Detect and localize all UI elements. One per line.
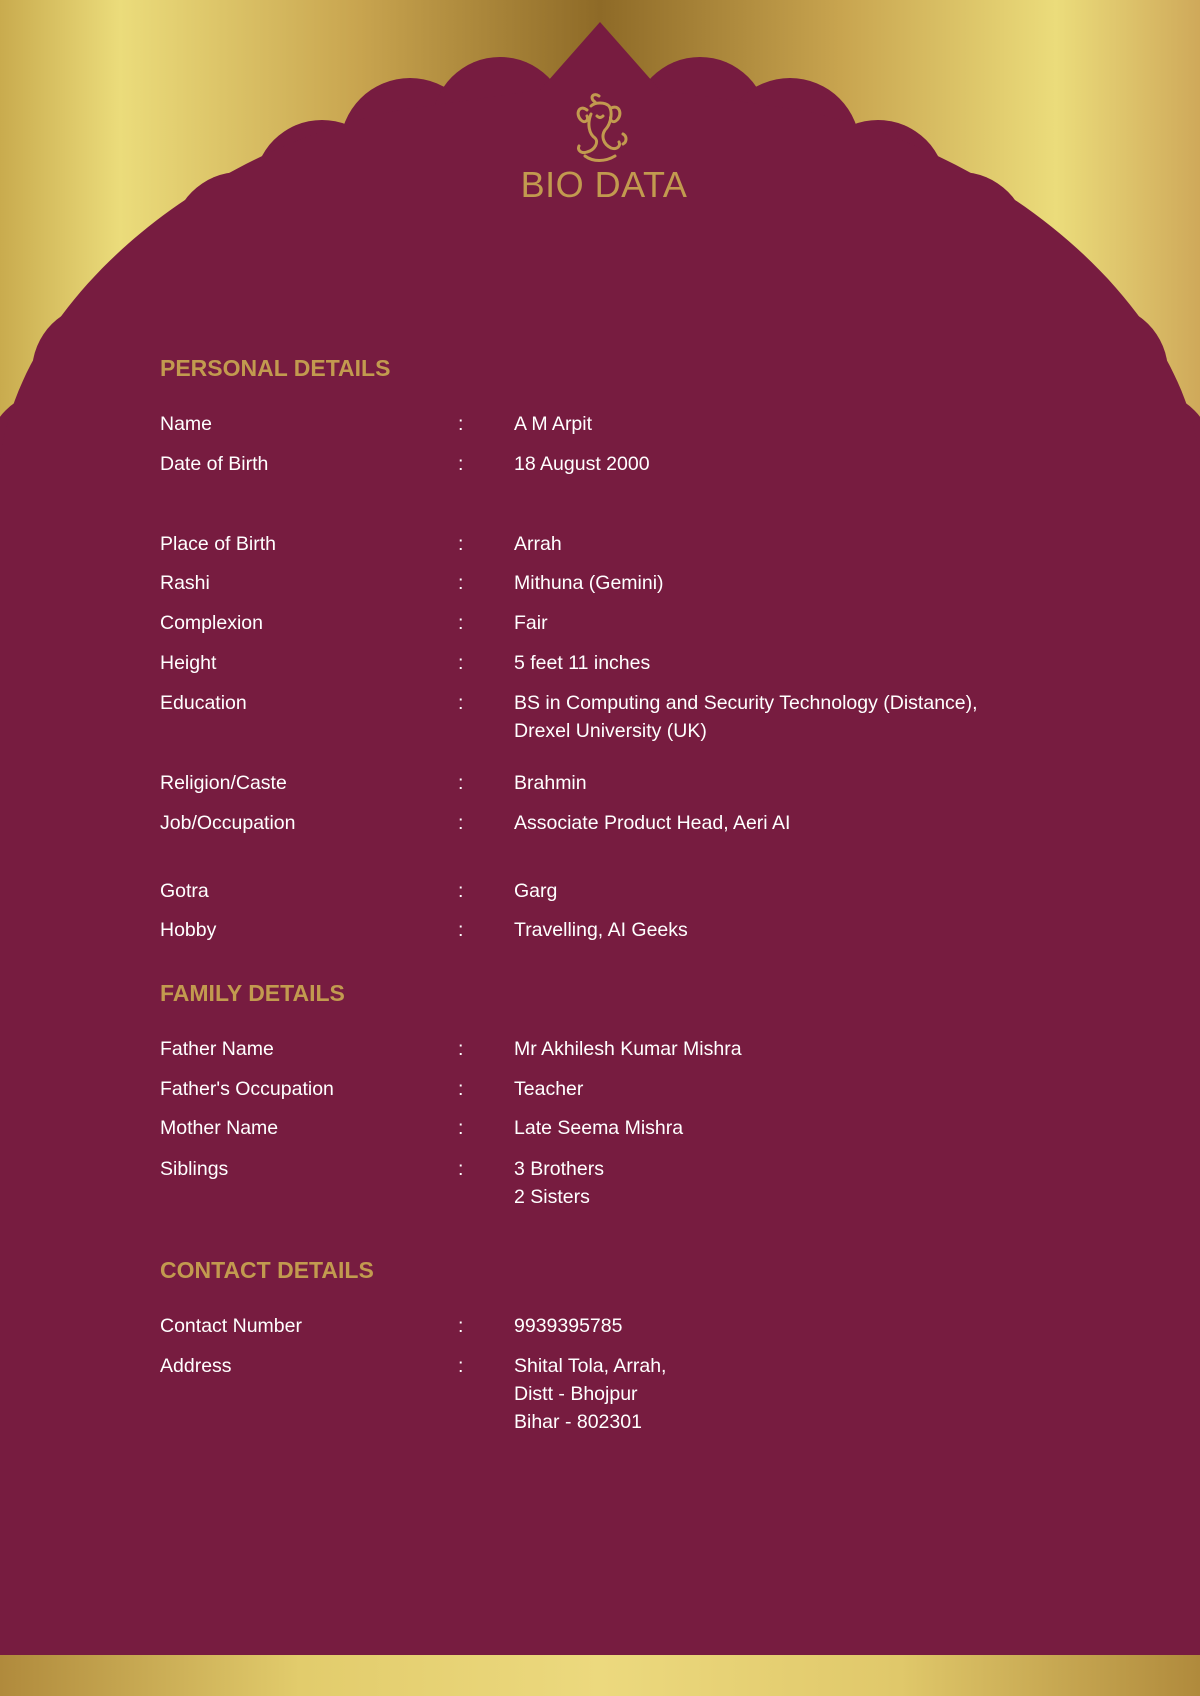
detail-label: Name [160,413,213,435]
contact-details-heading: CONTACT DETAILS [160,1257,374,1283]
detail-separator: : [458,1158,464,1180]
detail-separator: : [458,1355,464,1377]
scalloped-arch [0,22,1200,1696]
detail-value [514,609,1074,637]
detail-value-line: 9939395785 [514,1315,623,1337]
detail-separator: : [458,1315,464,1337]
detail-value-line: Brahmin [514,772,587,794]
detail-value-line: BS in Computing and Security Technology (Distance), [514,692,978,714]
detail-value-line: Distt - Bhojpur [514,1383,638,1405]
detail-value [514,689,1074,745]
detail-label: Mother Name [160,1117,279,1139]
detail-value [514,1075,1074,1103]
detail-value-line: 18 August 2000 [514,453,650,475]
detail-label: Siblings [160,1158,229,1180]
detail-value-line: Drexel University (UK) [514,720,707,742]
detail-value-line: 3 Brothers [514,1158,604,1180]
detail-value [514,916,1074,944]
detail-separator: : [458,692,464,714]
detail-value [514,1114,1074,1142]
detail-value [514,769,1074,797]
detail-value [514,1035,1074,1063]
detail-value-line: Mithuna (Gemini) [514,572,664,594]
detail-value [514,569,1074,597]
detail-value [514,1312,1074,1340]
detail-separator: : [458,1117,464,1139]
detail-value [514,809,1074,837]
detail-label: Complexion [160,612,263,634]
detail-label: Address [160,1355,232,1377]
detail-separator: : [458,572,464,594]
detail-value-line: Travelling, AI Geeks [514,919,688,941]
detail-separator: : [458,413,464,435]
detail-value [514,877,1074,905]
header [0,90,1200,173]
detail-value-line: Fair [514,612,548,634]
detail-label: Education [160,692,247,714]
detail-value [514,530,1074,558]
detail-label: Height [160,652,217,674]
detail-separator: : [458,880,464,902]
detail-separator: : [458,772,464,794]
detail-value-line: Arrah [514,533,562,555]
detail-label: Date of Birth [160,453,269,475]
detail-value [514,649,1074,677]
detail-value [514,410,1074,438]
detail-value-line: 5 feet 11 inches [514,652,651,674]
detail-separator: : [458,612,464,634]
detail-value [514,1155,1074,1211]
detail-label: Father's Occupation [160,1078,334,1100]
detail-label: Religion/Caste [160,772,287,794]
detail-separator: : [458,1078,464,1100]
detail-value-line: Bihar - 802301 [514,1411,642,1433]
detail-label: Job/Occupation [160,812,296,834]
detail-separator: : [458,533,464,555]
ganesha-icon [565,90,635,168]
detail-separator: : [458,453,464,475]
detail-label: Contact Number [160,1315,302,1337]
detail-value-line: Late Seema Mishra [514,1117,684,1139]
detail-separator: : [458,1038,464,1060]
detail-value-line: Mr Akhilesh Kumar Mishra [514,1038,742,1060]
detail-label: Father Name [160,1038,274,1060]
personal-details-heading: PERSONAL DETAILS [160,355,391,381]
detail-value-line: 2 Sisters [514,1186,590,1208]
detail-value-line: Garg [514,880,558,902]
detail-label: Hobby [160,919,217,941]
detail-label: Place of Birth [160,533,276,555]
detail-value-line: Associate Product Head, Aeri AI [514,812,791,834]
gold-bottom-band [0,1655,1200,1696]
detail-separator: : [458,812,464,834]
detail-label: Gotra [160,880,209,902]
family-details-heading: FAMILY DETAILS [160,980,345,1006]
detail-value [514,1352,1074,1436]
page-title: BIO DATA [520,164,688,205]
detail-separator: : [458,652,464,674]
detail-value-line: Teacher [514,1078,584,1100]
detail-separator: : [458,919,464,941]
detail-label: Rashi [160,572,210,594]
detail-value-line: Shital Tola, Arrah, [514,1355,667,1377]
detail-value-line: A M Arpit [514,413,593,435]
detail-value [514,450,1074,478]
